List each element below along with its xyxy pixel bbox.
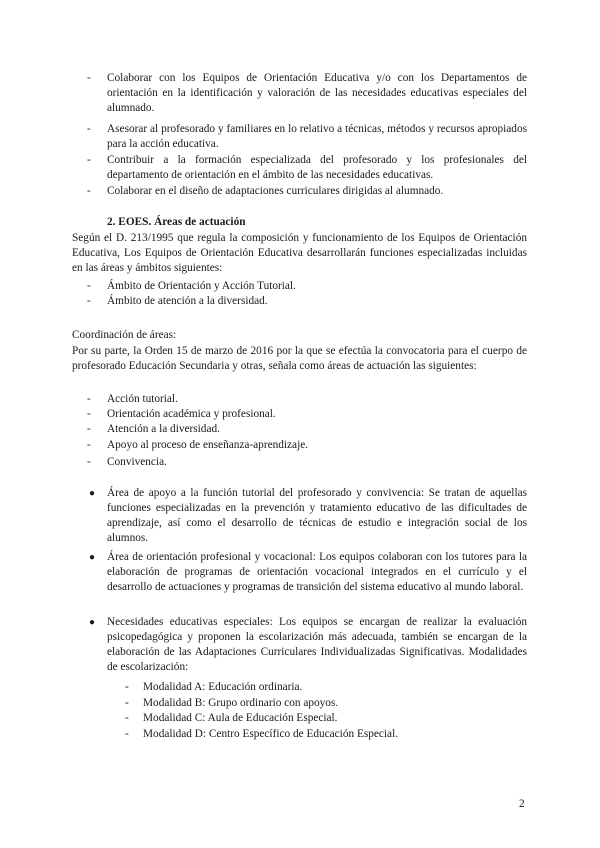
bullet-marker: ●	[89, 552, 96, 563]
dash-marker: -	[125, 697, 129, 709]
dash-marker: -	[87, 439, 91, 451]
coordination-paragraph: Por su parte, la Orden 15 de marzo de 2016 por la que se efectúa la convocatoria para el cuerpo de profesorado Educación Secundaria y otras, señala como áreas de actuación las siguientes:	[72, 345, 527, 373]
dash-marker: -	[87, 123, 91, 135]
list-item	[125, 711, 523, 726]
list-item-text: Contribuir a la formación especializada del profesorado y los profesionales del departamento de orientación en el ámbito de las necesidades educativas.	[107, 154, 527, 182]
list-item	[87, 455, 527, 470]
dash-marker: -	[87, 280, 91, 292]
list-item-text: Atención a la diversidad.	[107, 423, 220, 435]
dash-marker: -	[125, 712, 129, 724]
dash-marker: -	[87, 154, 91, 166]
bullet-item	[89, 615, 527, 675]
list-item-text: Ámbito de Orientación y Acción Tutorial.	[107, 280, 296, 292]
list-item-text: Colaborar en el diseño de adaptaciones curriculares dirigidas al alumnado.	[107, 185, 444, 197]
dash-marker: -	[87, 423, 91, 435]
list-item	[125, 696, 523, 711]
list-item	[125, 727, 523, 742]
list-item	[87, 153, 527, 183]
bullet-marker: ●	[89, 617, 96, 628]
section-paragraph: Según el D. 213/1995 que regula la composición y funcionamiento de los Equipos de Orientación Educativa, Los Equipos de Orientación Educativa desarrollarán funciones especializadas incluidas en las áreas y ámbitos siguientes:	[72, 232, 527, 275]
bullet-item	[89, 550, 527, 595]
dash-marker: -	[87, 185, 91, 197]
dash-marker: -	[87, 72, 91, 84]
bullet-text: Necesidades educativas especiales: Los equipos se encargan de realizar la evaluación psicopedagógica y proponen la escolarización más adecuada, también se encargan de la elaboración de las Adaptaciones Curriculares Individualizadas Significativas. Modalidades de escolarización:	[107, 616, 527, 674]
list-item	[87, 122, 527, 152]
section-heading: 2. EOES. Áreas de actuación	[107, 216, 246, 228]
list-item	[87, 407, 527, 422]
list-item	[87, 422, 527, 437]
list-item-text: Apoyo al proceso de enseñanza-aprendizaje.	[107, 439, 309, 451]
list-item	[87, 294, 527, 309]
dash-marker: -	[87, 295, 91, 307]
dash-marker: -	[87, 456, 91, 468]
bullet-item	[89, 486, 527, 546]
list-item	[87, 438, 527, 453]
list-item-text: Asesorar al profesorado y familiares en lo relativo a técnicas, métodos y recursos apropiados para la acción educativa.	[107, 123, 527, 151]
list-item-text: Modalidad B: Grupo ordinario con apoyos.	[143, 697, 339, 709]
list-item-text: Modalidad A: Educación ordinaria.	[143, 681, 303, 693]
list-item-text: Modalidad C: Aula de Educación Especial.	[143, 712, 338, 724]
bullet-text: Área de apoyo a la función tutorial del profesorado y convivencia: Se tratan de aquellas funciones especializadas en la prevención y tratamiento educativo de las dificultades de aprendizaje, así como el desarrollo de técnicas de estudio e integración social de los alumnos.	[107, 487, 527, 545]
page-number: 2	[519, 798, 525, 810]
list-item-text: Acción tutorial.	[107, 393, 178, 405]
list-item-text: Modalidad D: Centro Específico de Educación Especial.	[143, 728, 399, 740]
dash-marker: -	[125, 681, 129, 693]
coordination-label: Coordinación de áreas:	[72, 329, 177, 341]
bullet-text: Área de orientación profesional y vocacional: Los equipos colaboran con los tutores para la elaboración de programas de orientación vocacional integrados en el currículo y el desarrollo de actuaciones y programas de transición del sistema educativo al mundo laboral.	[107, 551, 527, 594]
list-item	[87, 184, 527, 199]
dash-marker: -	[87, 393, 91, 405]
list-item-text: Colaborar con los Equipos de Orientación Educativa y/o con los Departamentos de orientación en la identificación y valoración de las necesidades educativas especiales del alumnado.	[107, 72, 527, 115]
dash-marker: -	[87, 408, 91, 420]
list-item	[87, 279, 527, 294]
list-item	[125, 680, 523, 695]
list-item-text: Convivencia.	[107, 456, 167, 468]
list-item	[87, 392, 527, 407]
dash-marker: -	[125, 728, 129, 740]
bullet-marker: ●	[89, 488, 96, 499]
list-item-text: Ámbito de atención a la diversidad.	[107, 295, 268, 307]
list-item-text: Orientación académica y profesional.	[107, 408, 276, 420]
list-item	[87, 71, 527, 116]
